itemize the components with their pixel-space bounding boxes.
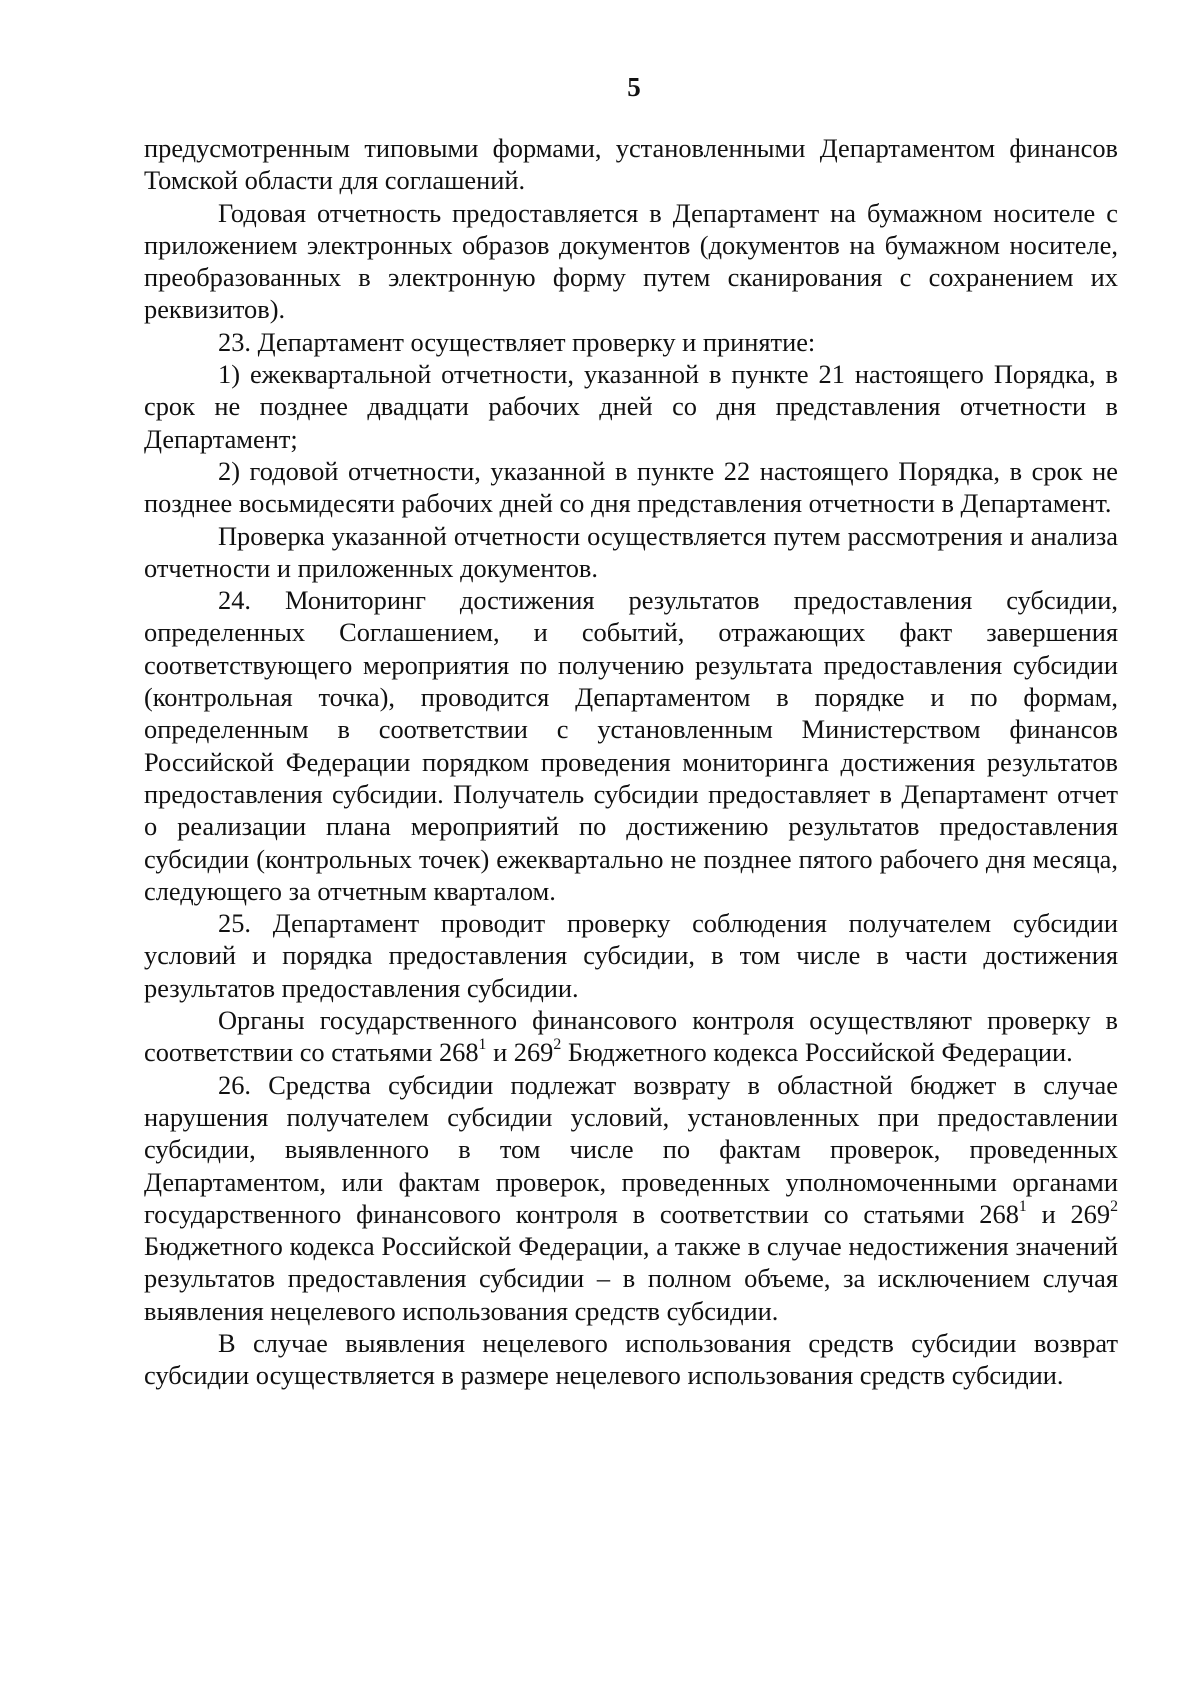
paragraph: Проверка указанной отчетности осуществляется путем рассмотрения и анализа отчетности и приложенных документов. bbox=[144, 520, 1118, 583]
page-number: 5 bbox=[627, 72, 641, 102]
paragraph: Годовая отчетность предоставляется в Департамент на бумажном носителе с приложением электронных образов документов (документов на бумажном носителе, преобразованных в электронную форму путем сканирования с сохранением их реквизитов). bbox=[144, 197, 1118, 325]
paragraph: 26. Средства субсидии подлежат возврату в областной бюджет в случае нарушения получателем субсидии условий, установленных при предоставлении субсидии, выявленного в том числе по фактам проверок, проведенных Департаментом, или фактам проверок, проведенных уполномоченными органами государственного финансового контроля в соответствии со статьями $268^1$ и $269^2$ Бюджетного кодекса Российской Федерации, а также в случае недостижения значений результатов предоставления субсидии – в полном объеме, за исключением случая выявления нецелевого использования средств субсидии. bbox=[144, 1069, 1118, 1326]
superscript: 2 bbox=[553, 1036, 562, 1054]
paragraph: предусмотренным типовыми формами, установленными Департаментом финансов Томской области для соглашений. bbox=[144, 133, 1118, 196]
paragraph: В случае выявления нецелевого использования средств субсидии возврат субсидии осуществляется в размере нецелевого использования средств субсидии. bbox=[144, 1327, 1118, 1391]
paragraph: 2) годовой отчетности, указанной в пункте 22 настоящего Порядка, в срок не позднее восьмидесяти рабочих дней со дня представления отчетности в Департамент. bbox=[144, 455, 1118, 519]
superscript: 1 bbox=[1018, 1197, 1027, 1215]
superscript: 2 bbox=[1110, 1197, 1118, 1215]
paragraph: Органы государственного финансового контроля осуществляют проверку в соответствии со статьями $268^1$ и $269^2$ Бюджетного кодекса Российской Федерации. bbox=[144, 1005, 1118, 1068]
paragraph: 1) ежеквартальной отчетности, указанной в пункте 21 настоящего Порядка, в срок не позднее двадцати рабочих дней со дня представления отчетности в Департамент; bbox=[144, 359, 1118, 454]
paragraph: 23. Департамент осуществляет проверку и принятие: bbox=[218, 326, 816, 357]
paragraph: 24. Мониторинг достижения результатов предоставления субсидии, определенных Соглашением, и событий, отражающих факт завершения соответствующего мероприятия по получению результата предоставления субсидии (контрольная точка), проводится Департаментом в порядке и по формам, определенным в соответствии с установленным Министерством финансов Российской Федерации порядком проведения мониторинга достижения результатов предоставления субсидии. Получатель субсидии предоставляет в Департамент отчет о реализации плана мероприятий по достижению результатов предоставления субсидии (контрольных точек) ежеквартально не позднее пятого рабочего дня месяца, следующего за отчетным кварталом. bbox=[144, 585, 1118, 906]
document-body bbox=[144, 132, 1118, 1392]
paragraph: 25. Департамент проводит проверку соблюдения получателем субсидии условий и порядка предоставления субсидии, в том числе в части достижения результатов предоставления субсидии. bbox=[144, 908, 1118, 1003]
superscript: 1 bbox=[478, 1036, 487, 1054]
